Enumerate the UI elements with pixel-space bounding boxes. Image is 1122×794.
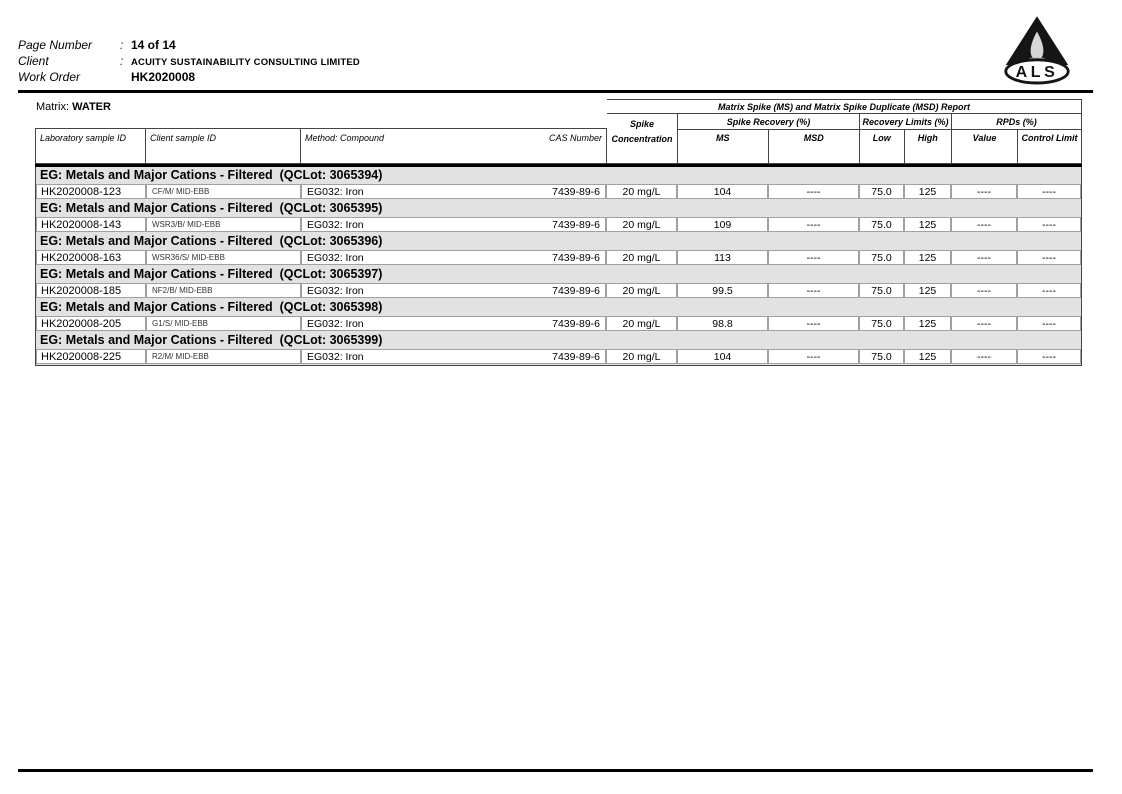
cell-rpd-value: ---- — [951, 217, 1017, 232]
cell-method-cas — [301, 250, 606, 265]
page-number-value: 14 of 14 — [131, 38, 176, 52]
cell-client-sample-id: CF/M/ MID-EBB — [146, 184, 301, 199]
cell-msd: ---- — [768, 316, 859, 331]
cell-rpd-value: ---- — [951, 250, 1017, 265]
col-header-method-cas — [301, 129, 606, 163]
cell-ms: 99.5 — [677, 283, 768, 298]
cell-cas: 7439-89-6 — [552, 317, 600, 330]
table-row — [36, 249, 1081, 266]
cell-client-sample-id: WSR3/B/ MID-EBB — [146, 217, 301, 232]
cell-method: EG032: Iron — [307, 350, 364, 363]
col-group-recovery-limits — [860, 114, 952, 163]
cell-high: 125 — [904, 250, 951, 265]
cell-cas: 7439-89-6 — [552, 350, 600, 363]
col-group-label-rpds: RPDs (%) — [952, 114, 1081, 130]
cell-msd: ---- — [768, 283, 859, 298]
msd-report-band-title: Matrix Spike (MS) and Matrix Spike Duplicate (MSD) Report — [607, 100, 1081, 114]
client-label: Client — [18, 54, 49, 68]
cell-high: 125 — [904, 217, 951, 232]
col-header-lab-sample-id: Laboratory sample ID — [36, 129, 146, 163]
table-header-right — [607, 99, 1082, 164]
col-header-ms: MS — [678, 130, 769, 163]
page-number-row — [18, 38, 360, 54]
matrix-value: WATER — [72, 101, 111, 113]
cell-msd: ---- — [768, 349, 859, 364]
cell-client-sample-id: WSR36/S/ MID-EBB — [146, 250, 301, 265]
table-header-left — [35, 128, 607, 164]
cell-low: 75.0 — [859, 250, 904, 265]
cell-rpd-control-limit: ---- — [1017, 184, 1081, 199]
cell-spike-concentration: 20 mg/L — [606, 250, 677, 265]
col-header-client-sample-id: Client sample ID — [146, 129, 301, 163]
table-body — [35, 167, 1082, 366]
cell-spike-concentration: 20 mg/L — [606, 283, 677, 298]
cell-client-sample-id: G1/S/ MID-EBB — [146, 316, 301, 331]
cell-lab-sample-id: HK2020008-143 — [36, 217, 146, 232]
cell-low: 75.0 — [859, 184, 904, 199]
col-header-low: Low — [860, 130, 905, 163]
cell-method-cas — [301, 316, 606, 331]
header-rule — [18, 90, 1093, 93]
col-header-high: High — [917, 133, 938, 143]
cell-rpd-value: ---- — [951, 349, 1017, 364]
work-order-row — [18, 70, 360, 86]
page-meta — [18, 38, 360, 86]
cell-rpd-control-limit: ---- — [1017, 250, 1081, 265]
cell-ms: 109 — [677, 217, 768, 232]
cell-ms: 104 — [677, 184, 768, 199]
col-header-cas: CAS Number — [548, 133, 602, 143]
col-group-label-recovery-limits: Recovery Limits (%) — [860, 114, 951, 130]
cell-ms: 104 — [677, 349, 768, 364]
cell-ms: 98.8 — [677, 316, 768, 331]
client-value: ACUITY SUSTAINABILITY CONSULTING LIMITED — [131, 57, 360, 68]
cell-high: 125 — [904, 283, 951, 298]
cell-rpd-control-limit: ---- — [1017, 217, 1081, 232]
qclot-group-header: EG: Metals and Major Cations - Filtered (QCLot: 3065398) — [36, 299, 1081, 315]
als-logo — [997, 12, 1077, 91]
cell-high: 125 — [904, 316, 951, 331]
col-header-rpd-value: Value — [952, 130, 1018, 163]
matrix-label: Matrix: — [36, 101, 69, 113]
client-row — [18, 54, 360, 70]
qclot-group-header: EG: Metals and Major Cations - Filtered (QCLot: 3065394) — [36, 167, 1081, 183]
cell-client-sample-id: R2/M/ MID-EBB — [146, 349, 301, 364]
cell-method-cas — [301, 349, 606, 364]
cell-high: 125 — [904, 184, 951, 199]
cell-lab-sample-id: HK2020008-185 — [36, 283, 146, 298]
col-group-label-spike-recovery: Spike Recovery (%) — [678, 114, 859, 130]
cell-lab-sample-id: HK2020008-205 — [36, 316, 146, 331]
qclot-group-header: EG: Metals and Major Cations - Filtered (QCLot: 3065395) — [36, 200, 1081, 216]
cell-method-cas — [301, 217, 606, 232]
cell-rpd-control-limit: ---- — [1017, 316, 1081, 331]
cell-low: 75.0 — [859, 316, 904, 331]
cell-low: 75.0 — [859, 349, 904, 364]
cell-cas: 7439-89-6 — [552, 284, 600, 297]
cell-spike-concentration: 20 mg/L — [606, 349, 677, 364]
cell-spike-concentration: 20 mg/L — [606, 217, 677, 232]
cell-msd: ---- — [768, 217, 859, 232]
cell-high: 125 — [904, 349, 951, 364]
client-colon: : — [120, 54, 124, 68]
cell-msd: ---- — [768, 184, 859, 199]
cell-msd: ---- — [768, 250, 859, 265]
cell-method: EG032: Iron — [307, 317, 364, 330]
col-header-msd: MSD — [803, 133, 824, 143]
work-order-label: Work Order — [18, 70, 81, 84]
als-logo-text: ALS — [1015, 64, 1059, 81]
cell-cas: 7439-89-6 — [552, 251, 600, 264]
page-number-colon: : — [120, 38, 124, 52]
msd-report-table — [35, 99, 1082, 366]
footer-rule — [18, 769, 1093, 772]
cell-cas: 7439-89-6 — [552, 218, 600, 231]
cell-method: EG032: Iron — [307, 284, 364, 297]
table-row — [36, 282, 1081, 299]
table-row — [36, 315, 1081, 332]
cell-lab-sample-id: HK2020008-225 — [36, 349, 146, 364]
cell-cas: 7439-89-6 — [552, 185, 600, 198]
cell-method: EG032: Iron — [307, 218, 364, 231]
cell-spike-concentration: 20 mg/L — [606, 316, 677, 331]
als-logo-icon — [997, 12, 1077, 86]
cell-method-cas — [301, 283, 606, 298]
cell-method: EG032: Iron — [307, 185, 364, 198]
cell-rpd-value: ---- — [951, 283, 1017, 298]
cell-lab-sample-id: HK2020008-163 — [36, 250, 146, 265]
table-header-groups — [607, 114, 1081, 163]
cell-low: 75.0 — [859, 217, 904, 232]
cell-rpd-control-limit: ---- — [1017, 283, 1081, 298]
cell-ms: 113 — [677, 250, 768, 265]
cell-method: EG032: Iron — [307, 251, 364, 264]
table-row — [36, 348, 1081, 365]
col-header-spike-concentration: Spike Concentration — [607, 114, 678, 163]
cell-spike-concentration: 20 mg/L — [606, 184, 677, 199]
col-header-control-limit: Control Limit — [1021, 133, 1078, 143]
work-order-value: HK2020008 — [131, 70, 196, 84]
table-row — [36, 216, 1081, 233]
table-row — [36, 183, 1081, 200]
cell-lab-sample-id: HK2020008-123 — [36, 184, 146, 199]
page-number-label: Page Number — [18, 38, 93, 52]
cell-rpd-value: ---- — [951, 316, 1017, 331]
col-group-rpds — [952, 114, 1081, 163]
cell-method-cas — [301, 184, 606, 199]
col-group-spike-recovery — [678, 114, 860, 163]
table-header — [35, 99, 1082, 164]
qclot-group-header: EG: Metals and Major Cations - Filtered (QCLot: 3065399) — [36, 332, 1081, 348]
cell-rpd-control-limit: ---- — [1017, 349, 1081, 364]
qclot-group-header: EG: Metals and Major Cations - Filtered (QCLot: 3065397) — [36, 266, 1081, 282]
qclot-group-header: EG: Metals and Major Cations - Filtered (QCLot: 3065396) — [36, 233, 1081, 249]
cell-client-sample-id: NF2/B/ MID-EBB — [146, 283, 301, 298]
cell-low: 75.0 — [859, 283, 904, 298]
col-header-method: Method: Compound — [305, 133, 385, 143]
cell-rpd-value: ---- — [951, 184, 1017, 199]
